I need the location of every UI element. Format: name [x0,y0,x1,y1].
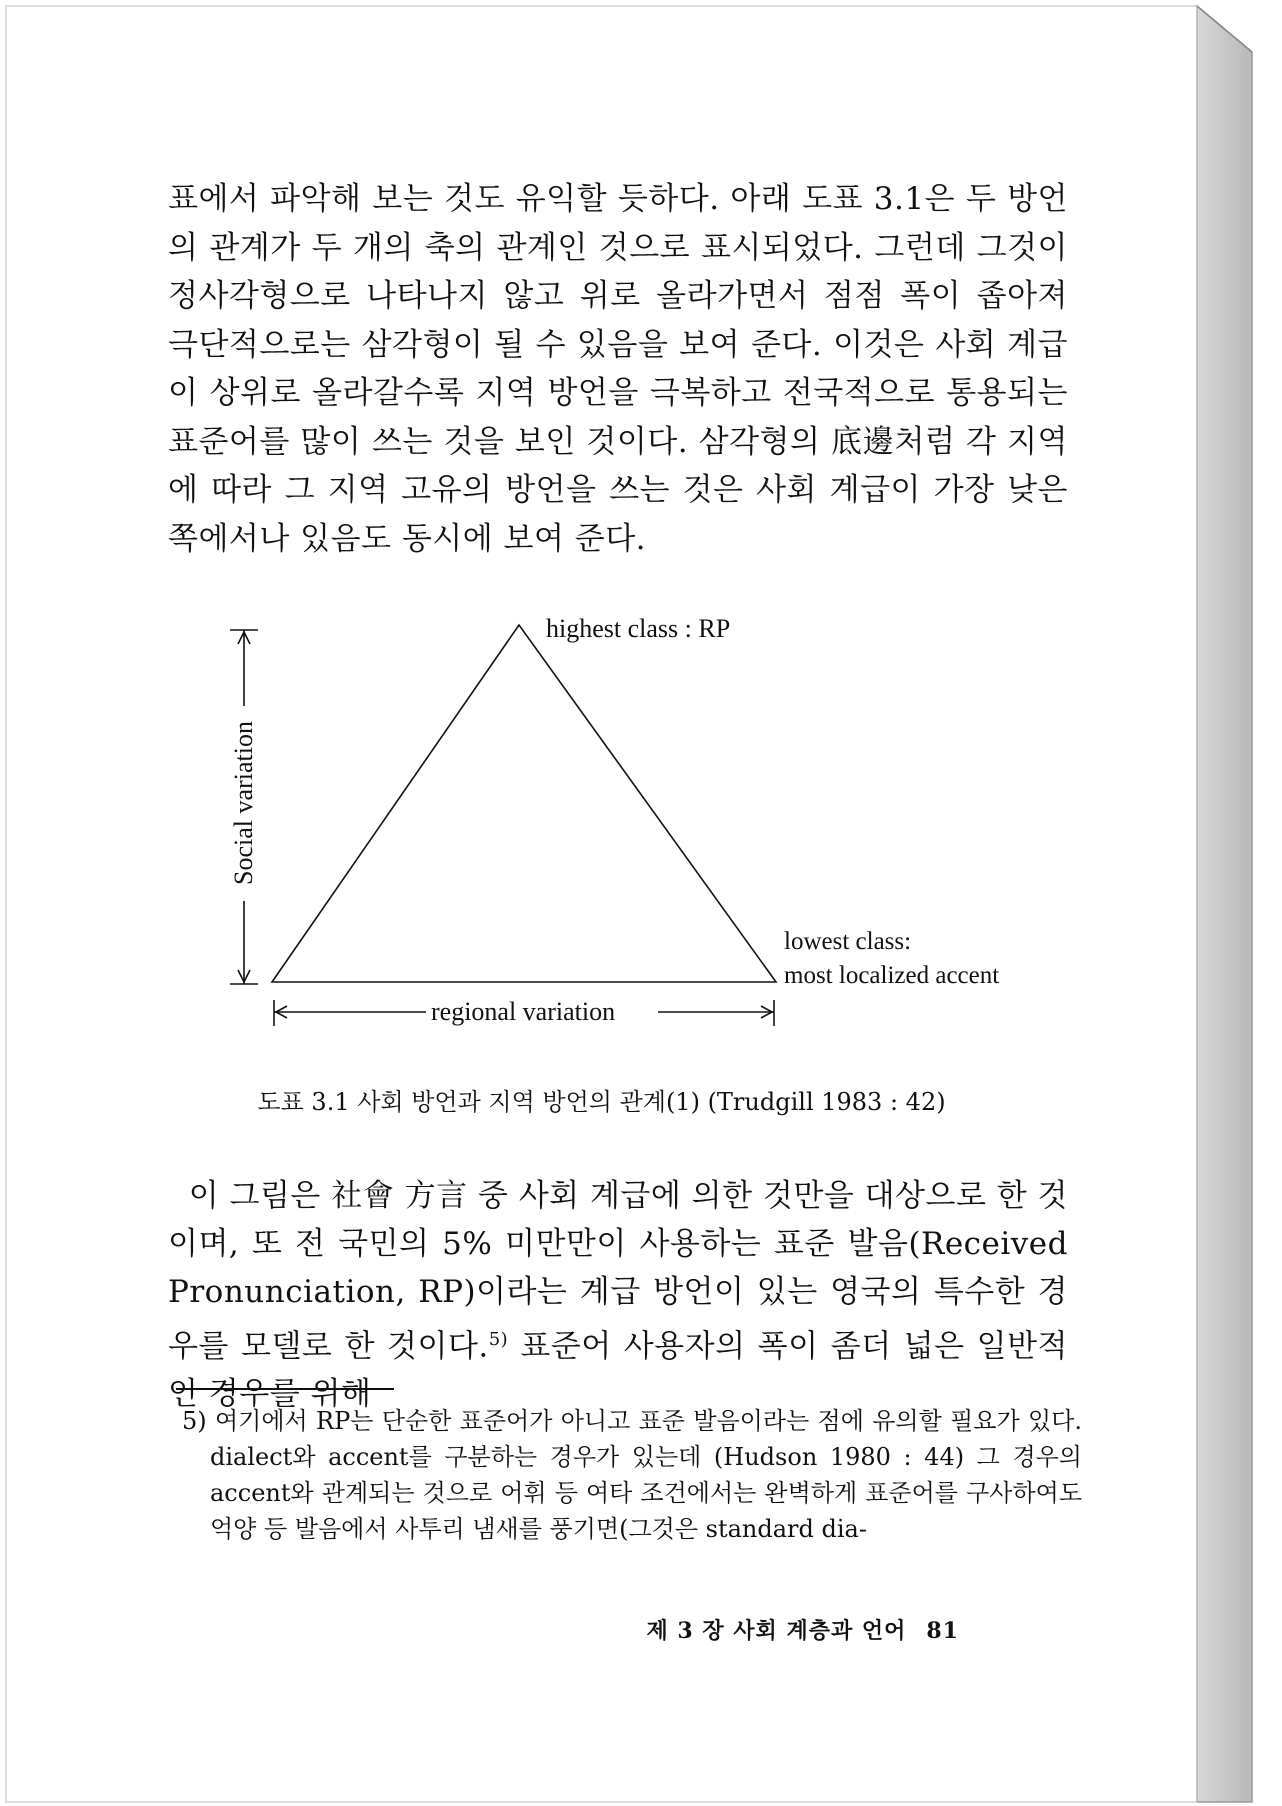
footnote-reference: 5) [488,1329,509,1350]
chapter-title: 제 3 장 사회 계층과 언어 [646,1618,907,1644]
footnote-divider [176,1388,394,1390]
book-page [6,6,1197,1802]
localized-accent-label: most localized accent [784,962,1000,989]
x-axis-label: regional variation [431,997,616,1026]
page-footer [647,1614,960,1645]
paragraph-1: 표에서 파악해 보는 것도 유익할 듯하다. 아래 도표 3.1은 두 방언의 관계가 두 개의 축의 관계인 것으로 표시되었다. 그런데 그것이 정사각형으로 나타나지 않고 위로 올라가면서 점점 폭이 좁아져 극단적으로는 삼각형이 될 수 있음을 보여 준다. 이것은 사회 계급이 상위로 올라갈수록 지역 방언을 극복하고 전국적으로 통용되는 표준어를 많이 쓰는 것을 보인 것이다. 삼각형의 底邊처럼 각 지역에 따라 그 지역 고유의 방언을 쓰는 것은 사회 계급이 가장 낮은 쪽에서나 있음도 동시에 보여 준다. [168,181,1068,557]
paragraph-2-text: 이 그림은 社會 方言 중 사회 계급에 의한 것만을 대상으로 한 것이며, 또 전 국민의 5% 미만만이 사용하는 표준 발음(Received Pronunciation, RP)이라는 계급 방언이 있는 영국의 특수한 경우를 모델로 한 것이다. [168,1178,1068,1365]
y-axis-label: Social variation [229,721,258,885]
highest-class-label: highest class : RP [546,614,731,643]
lowest-class-label: lowest class: [784,928,912,955]
footnote-5: 5) 여기에서 RP는 단순한 표준어가 아니고 표준 발음이라는 점에 유의할 필요가 있다. dialect와 accent를 구분하는 경우가 있는데 (Hudson 1980 : 44) 그 경우의 accent와 관계되는 것으로 어휘 등 여타 조건에서는 완벽하게 표준어를 구사하여도 억양 등 발음에서 사투리 냄새를 풍기면(그것은 standard dia- [182,1407,1082,1543]
figure-caption: 도표 3.1 사회 방언과 지역 방언의 관계(1) (Trudgill 1983 : 42) [257,1088,946,1116]
page-number: 81 [926,1618,959,1644]
triangle-diagram [6,6,1197,1066]
paragraph-2 [168,1172,1068,1418]
book-side-face [1197,6,1252,1802]
paragraph-2-tail: 표준어 사용자의 폭이 좀더 넓은 일반적인 경우를 위해 [168,1328,1068,1413]
triangle-shape [272,625,776,982]
